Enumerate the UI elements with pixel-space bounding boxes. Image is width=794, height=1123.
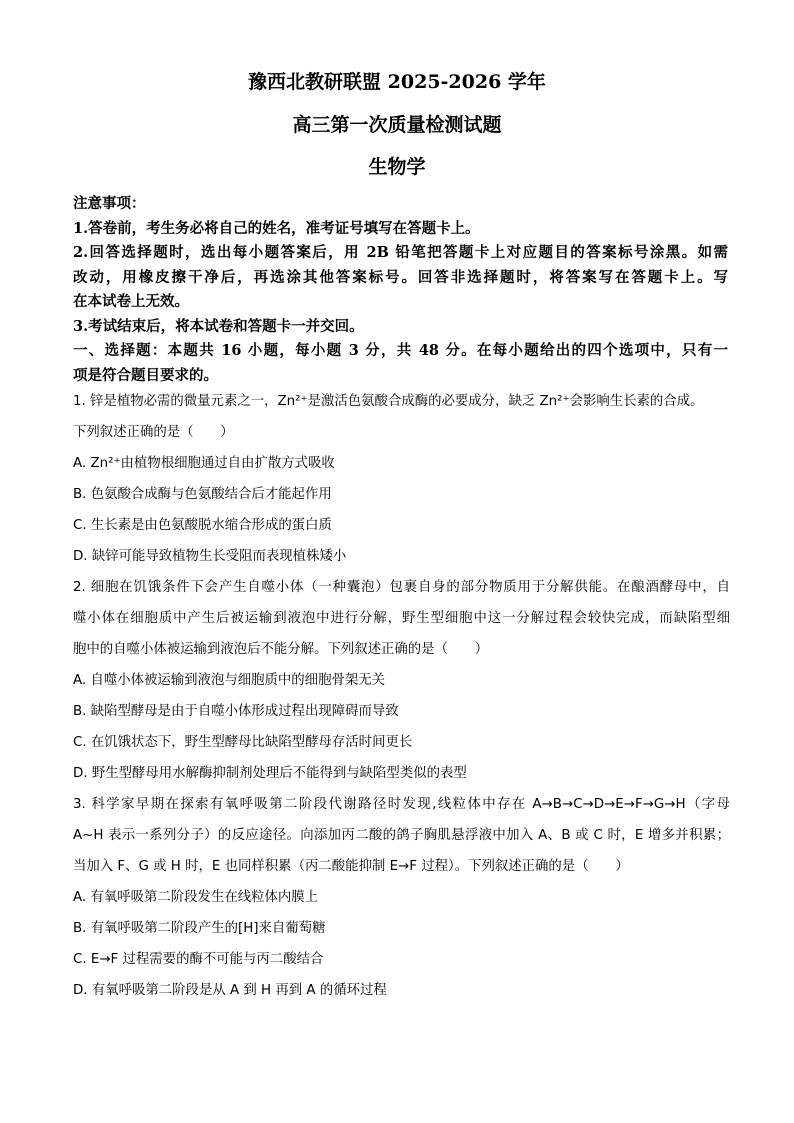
instruction-item-2-line-1: 2.回答选择题时，选出每小题答案后，用 2B 铅笔把答题卡上对应题目的答案标号涂黑。如需 [73,244,728,261]
exam-instructions [73,192,728,388]
instruction-item-2-line-3: 在本试卷上无效。 [73,293,189,310]
question-3-stem-line-1: 3. 科学家早期在探索有氧呼吸第二阶段代谢路径时发现,线粒体中存在 A→B→C→D→E→F→G→H（字母 [73,797,730,812]
question-3-option-c: C. E→F 过程需要的酶不可能与丙二酸结合 [73,952,324,967]
question-2-stem-line-1: 2. 细胞在饥饿条件下会产生自噬小体（一种囊泡）包裹自身的部分物质用于分解供能。在酿酒酵母中，自 [73,580,730,595]
question-2-option-b: B. 缺陷型酵母是由于自噬小体形成过程出现障碍而导致 [73,704,399,719]
question-1-stem-line-1: 1. 锌是植物必需的微量元素之一，Zn²⁺是激活色氨酸合成酶的必要成分，缺乏 Zn²⁺会影响生长素的合成。 [73,394,704,409]
question-3-option-b: B. 有氧呼吸第二阶段产生的[H]来自葡萄糖 [73,921,326,936]
section-heading-line-2: 项是符合题目要求的。 [73,366,218,384]
question-1-option-d: D. 缺锌可能导致植物生长受阻而表现植株矮小 [73,549,347,564]
question-2-option-a: A. 自噬小体被运输到液泡与细胞质中的细胞骨架无关 [73,673,386,688]
question-2-stem-line-2: 噬小体在细胞质中产生后被运输到液泡中进行分解，野生型细胞中这一分解过程会较快完成，而缺陷型细 [73,611,730,626]
question-3-option-d: D. 有氧呼吸第二阶段是从 A 到 H 再到 A 的循环过程 [73,983,387,998]
question-3-option-a: A. 有氧呼吸第二阶段发生在线粒体内膜上 [73,890,319,905]
exam-title-test: 高三第一次质量检测试题 [292,114,502,136]
question-2-stem-line-3: 胞中的自噬小体被运输到液泡后不能分解。下列叙述正确的是（ ） [73,642,489,657]
question-3-stem-line-2: A~H 表示一系列分子）的反应途径。向添加丙二酸的鸽子胸肌悬浮液中加入 A、B 或 C 时，E 增多并积累； [73,828,730,843]
question-1-option-a: A. Zn²⁺由植物根细胞通过自由扩散方式吸收 [73,456,335,471]
question-1-option-b: B. 色氨酸合成酶与色氨酸结合后才能起作用 [73,487,332,502]
question-list [73,386,730,1006]
question-2-option-c: C. 在饥饿状态下，野生型酵母比缺陷型酵母存活时间更长 [73,735,413,750]
question-2-option-d: D. 野生型酵母用水解酶抑制剂处理后不能得到与缺陷型类似的表型 [73,766,467,781]
instructions-heading: 注意事项： [73,195,146,212]
instruction-item-1: 1.答卷前，考生务必将自己的姓名，准考证号填写在答题卡上。 [73,219,480,237]
exam-title-alliance: 豫西北教研联盟 2025-2026 学年 [248,71,546,93]
instruction-item-3: 3.考试结束后，将本试卷和答题卡一并交回。 [73,317,364,335]
question-1-stem-line-2: 下列叙述正确的是（ ） [73,425,234,440]
question-1-option-c: C. 生长素是由色氨酸脱水缩合形成的蛋白质 [73,518,332,533]
exam-title-subject: 生物学 [368,156,426,178]
section-heading-line-1: 一、选择题：本题共 16 小题，每小题 3 分，共 48 分。在每小题给出的四个选项中，只有一 [73,342,728,359]
instruction-item-2-line-2: 改动，用橡皮擦干净后，再选涂其他答案标号。回答非选择题时，将答案写在答题卡上。写 [73,268,728,286]
question-3-stem-line-3: 当加入 F、G 或 H 时，E 也同样积累（丙二酸能抑制 E→F 过程）。下列叙述正确的是（ ） [73,859,629,874]
